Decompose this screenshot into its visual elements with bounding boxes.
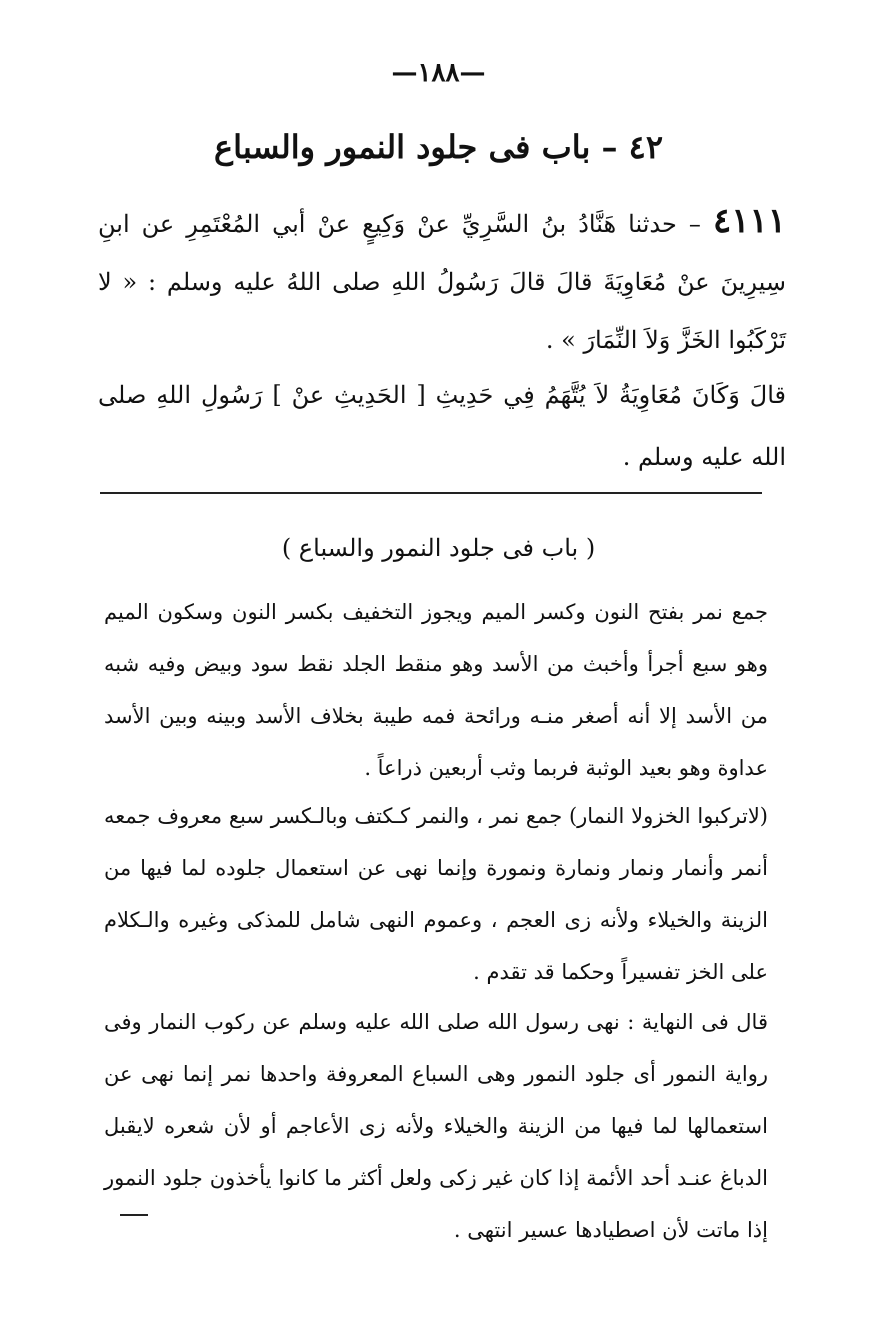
section-divider — [100, 492, 762, 494]
commentary-paragraph-3: قال فى النهاية : نهى رسول الله صلى الله عليه وسلم عن ركوب النمار وفى رواية النمور أى جلود النمور وهى السباع المعروفة واحدها نمر إنما نهى عن استعمالها لما فيها من الزينة والخيلاء ولأنه زى الأعاجم أو لأن شعره لايقبل الدباغ عنـد أحد الأئمة إذا كان غير زكى ولعل أكثر ما كانوا يأخذون جلود النمور إذا ماتت لأن اصطيادها عسير انتهى . — [104, 1010, 768, 1242]
hadith-text-block — [98, 192, 786, 369]
commentary-paragraph-2: (لاتركبوا الخزولا النمار) جمع نمر ، والنمر كـكتف وبالـكسر سبع معروف جمعه أنمر وأنمار ونمار ونمارة ونمورة وإنما نهى عن استعمال جلوده لما فيها من الزينة والخيلاء ولأنه زى العجم ، وعموم النهى شامل للمذكى وغيره والـكلام على الخز تفسيراً وحكما قد تقدم . — [104, 804, 768, 984]
chapter-title — [0, 128, 877, 166]
trailing-dash — [120, 1214, 148, 1216]
hadith-text: حدثنا هَنَّادُ بنُ السَّرِيِّ عنْ وَكِيعٍ عنْ أبي المُعْتَمِرِ عن ابنِ سِيرِينَ عنْ مُعَاوِيَةَ قالَ قالَ رَسُولُ اللهِ صلى اللهُ عليه وسلم : « لا تَرْكَبُوا الخَزَّ وَلاَ النِّمَارَ » . — [98, 210, 786, 354]
hadith-number: ٤١١١ — [712, 201, 786, 241]
hadith-dash: – — [688, 210, 701, 238]
commentary-title: ( باب فى جلود النمور والسباع ) — [281, 534, 596, 562]
chapter-heading: باب فى جلود النمور والسباع — [213, 128, 591, 166]
page-number: —١٨٨— — [391, 58, 486, 88]
chapter-dash: – — [601, 128, 618, 166]
hadith-note: قالَ وَكَانَ مُعَاوِيَةُ لاَ يُتَّهَمُ فِي حَدِيثِ [ الحَدِيثِ عنْ ] رَسُولِ اللهِ صلى الله عليه وسلم . — [98, 381, 786, 471]
commentary-paragraph-1: جمع نمر بفتح النون وكسر الميم ويجوز التخفيف بكسر النون وسكون الميم وهو سبع أجرأ وأخبث من الأسد وهو منقط الجلد نقط سود وبيض وفيه شبه من الأسد إلا أنه أصغر منـه ورائحة فمه طيبة بخلاف الأسد وبينه وبين الأسد عداوة وهو بعيد الوثبة فربما وثب أربعين ذراعاً . — [104, 600, 768, 780]
chapter-number: ٤٢ — [628, 128, 664, 166]
